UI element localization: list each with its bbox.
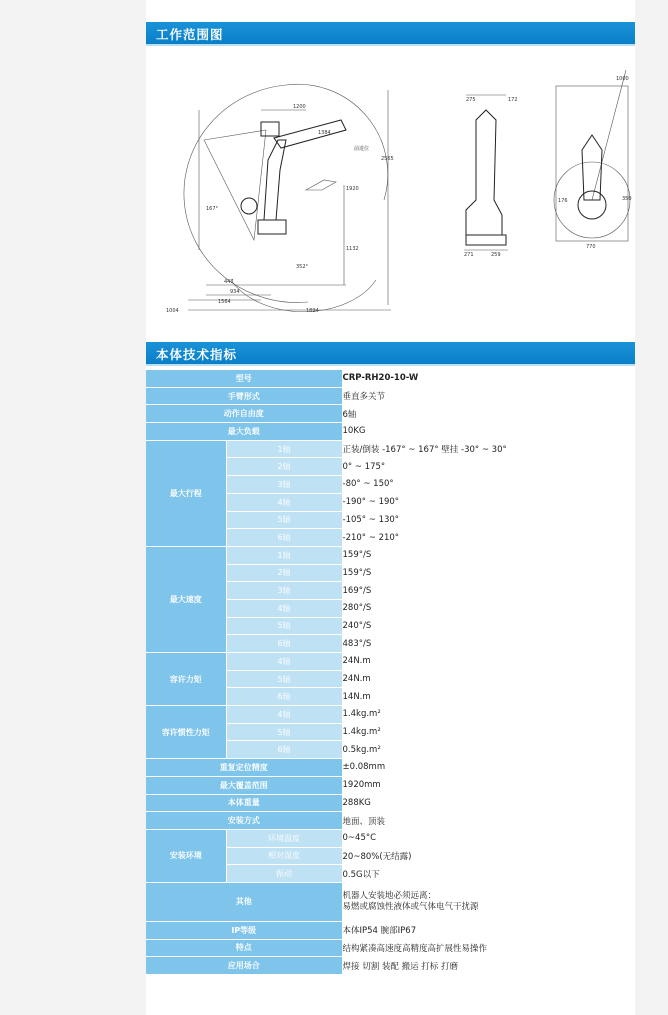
- dim-label-1000: 1000: [616, 76, 629, 82]
- table-row: [146, 812, 635, 830]
- spec-value: -190° ~ 190°: [342, 493, 635, 511]
- axis-label: 4轴: [226, 493, 342, 511]
- dim-label-1200: 1200: [293, 104, 306, 110]
- spec-label: 其他: [146, 882, 342, 921]
- table-row: [146, 653, 635, 671]
- axis-label: 5轴: [226, 511, 342, 529]
- dim-label-350: 350: [622, 196, 632, 202]
- sub-label: 相对湿度: [226, 847, 342, 865]
- spec-value: 地面、顶装: [342, 812, 635, 830]
- robot-lower-arm: [264, 140, 286, 220]
- envelope-notch: [306, 180, 336, 190]
- table-row: [146, 776, 635, 794]
- spec-group-label: 容许惯性力矩: [146, 706, 226, 759]
- reach-envelope-outer: [184, 85, 308, 303]
- dim-label-1920: 1920: [346, 186, 359, 192]
- table-row: [146, 387, 635, 405]
- spec-value: 280°/S: [342, 599, 635, 617]
- table-row: [146, 794, 635, 812]
- dim-label-1894: 1894: [306, 308, 319, 314]
- spec-value: 正装/倒装 -167° ~ 167° 壁挂 -30° ~ 30°: [342, 440, 635, 458]
- dim-label-259: 259: [491, 252, 501, 258]
- spec-value: 结构紧凑高速度高精度高扩展性易操作: [342, 939, 635, 957]
- table-row: [146, 921, 635, 939]
- spec-value: CRP-RH20-10-W: [342, 370, 635, 387]
- table-row: [146, 546, 635, 564]
- sub-label: 环境温度: [226, 829, 342, 847]
- table-row: [146, 882, 635, 921]
- table-row: [146, 957, 635, 975]
- dim-label-1564: 1564: [218, 299, 231, 305]
- spec-group-label: 容许力矩: [146, 653, 226, 706]
- axis-label: 2轴: [226, 564, 342, 582]
- axis-label: 5轴: [226, 723, 342, 741]
- spec-section-header: [146, 342, 635, 366]
- dim-label-271: 271: [464, 252, 474, 258]
- spec-value: 14N.m: [342, 688, 635, 706]
- axis-label: 4轴: [226, 706, 342, 724]
- other-line-2: 易燃或腐蚀性液体或气体电气干扰源: [342, 901, 479, 912]
- spec-label: 安装方式: [146, 812, 342, 830]
- axis-label: 5轴: [226, 617, 342, 635]
- spec-value: -105° ~ 130°: [342, 511, 635, 529]
- dim-label-447: 447: [224, 279, 234, 285]
- spec-group-label: 最大速度: [146, 546, 226, 652]
- dim-label-167deg: 167°: [206, 206, 219, 212]
- dim-label-934: 934: [230, 289, 240, 295]
- top-view-frame: [556, 86, 628, 241]
- dim-label-1384: 1384: [318, 130, 331, 136]
- spec-value: -80° ~ 150°: [342, 476, 635, 494]
- axis-label: 4轴: [226, 653, 342, 671]
- table-row: [146, 759, 635, 777]
- work-range-title: 工作范围图: [156, 27, 224, 42]
- spec-value: 24N.m: [342, 670, 635, 688]
- spec-label: 重复定位精度: [146, 759, 342, 777]
- spec-value: 焊接 切割 装配 搬运 打标 打磨: [342, 957, 635, 975]
- work-range-diagram: [146, 50, 635, 335]
- spec-value: 159°/S: [342, 564, 635, 582]
- axis-label: 2轴: [226, 458, 342, 476]
- robot-motor: [261, 122, 279, 136]
- work-range-section-header: [146, 22, 635, 46]
- dim-label-176: 176: [558, 198, 568, 204]
- spec-value: 288KG: [342, 794, 635, 812]
- table-row: [146, 405, 635, 423]
- spec-label: 动作自由度: [146, 405, 342, 423]
- spec-value: 240°/S: [342, 617, 635, 635]
- table-row: [146, 829, 635, 847]
- spec-value: 24N.m: [342, 653, 635, 671]
- axis-label: 6轴: [226, 688, 342, 706]
- spec-value: ±0.08mm: [342, 759, 635, 777]
- dim-label-1132: 1132: [346, 246, 359, 252]
- axis-label: 3轴: [226, 582, 342, 600]
- spec-value: 0~45°C: [342, 829, 635, 847]
- axis-label: 4轴: [226, 599, 342, 617]
- spec-value: 1920mm: [342, 776, 635, 794]
- spec-label: 型号: [146, 370, 342, 387]
- dim-label-275: 275: [466, 97, 476, 103]
- axis-label: 6轴: [226, 529, 342, 547]
- axis-label: 6轴: [226, 741, 342, 759]
- spec-value: 0.5kg.m²: [342, 741, 635, 759]
- top-view-reach-line: [592, 70, 626, 200]
- spec-label: 应用场合: [146, 957, 342, 975]
- axis-label: 1轴: [226, 440, 342, 458]
- dim-label-forward: 前进位: [354, 146, 370, 152]
- dim-label-352: 352°: [296, 264, 309, 270]
- work-range-drawing: [146, 50, 635, 335]
- spec-value: 483°/S: [342, 635, 635, 653]
- table-row: [146, 939, 635, 957]
- spec-label: 最大覆盖范围: [146, 776, 342, 794]
- top-view-robot: [582, 135, 602, 200]
- spec-value: -210° ~ 210°: [342, 529, 635, 547]
- spec-value: 1.4kg.m²: [342, 723, 635, 741]
- spec-title: 本体技术指标: [156, 347, 238, 362]
- axis-label: 6轴: [226, 635, 342, 653]
- spec-value: 20~80%(无结露): [342, 847, 635, 865]
- axis-label: 3轴: [226, 476, 342, 494]
- spec-label: 特点: [146, 939, 342, 957]
- dim-label-172: 172: [508, 97, 518, 103]
- spec-value: 10KG: [342, 423, 635, 441]
- table-row: [146, 370, 635, 387]
- spec-group-label: 最大行程: [146, 440, 226, 546]
- spec-value: 159°/S: [342, 546, 635, 564]
- axis-label: 5轴: [226, 670, 342, 688]
- dim-label-2565: 2565: [381, 156, 394, 162]
- table-row: [146, 440, 635, 458]
- dim-label-770: 770: [586, 244, 596, 250]
- spec-value: 垂直多关节: [342, 387, 635, 405]
- spec-group-label: 安装环境: [146, 829, 226, 882]
- spec-label: 手臂形式: [146, 387, 342, 405]
- spec-label: IP等级: [146, 921, 342, 939]
- spec-value: 169°/S: [342, 582, 635, 600]
- spec-value: 1.4kg.m²: [342, 706, 635, 724]
- spec-label: 最大负载: [146, 423, 342, 441]
- robot-base: [258, 220, 286, 234]
- other-line-1: 机器人安装地必须远离：: [342, 890, 437, 901]
- spec-table: [146, 370, 635, 975]
- spec-value: 6轴: [342, 405, 635, 423]
- table-row: [146, 706, 635, 724]
- side-view-base: [466, 235, 506, 245]
- top-view-base: [578, 191, 606, 219]
- spec-value: 本体IP54 腕部IP67: [342, 921, 635, 939]
- inner-envelope: [204, 130, 266, 240]
- robot-joint-2: [241, 198, 257, 214]
- dim-label-1004: 1004: [166, 308, 179, 314]
- side-view-robot: [466, 110, 502, 235]
- spec-value: 0° ~ 175°: [342, 458, 635, 476]
- sub-label: 振动: [226, 865, 342, 883]
- axis-label: 1轴: [226, 546, 342, 564]
- spec-value-multiline: [342, 882, 635, 921]
- spec-value: 0.5G以下: [342, 865, 635, 883]
- spec-label: 本体重量: [146, 794, 342, 812]
- table-row: [146, 423, 635, 441]
